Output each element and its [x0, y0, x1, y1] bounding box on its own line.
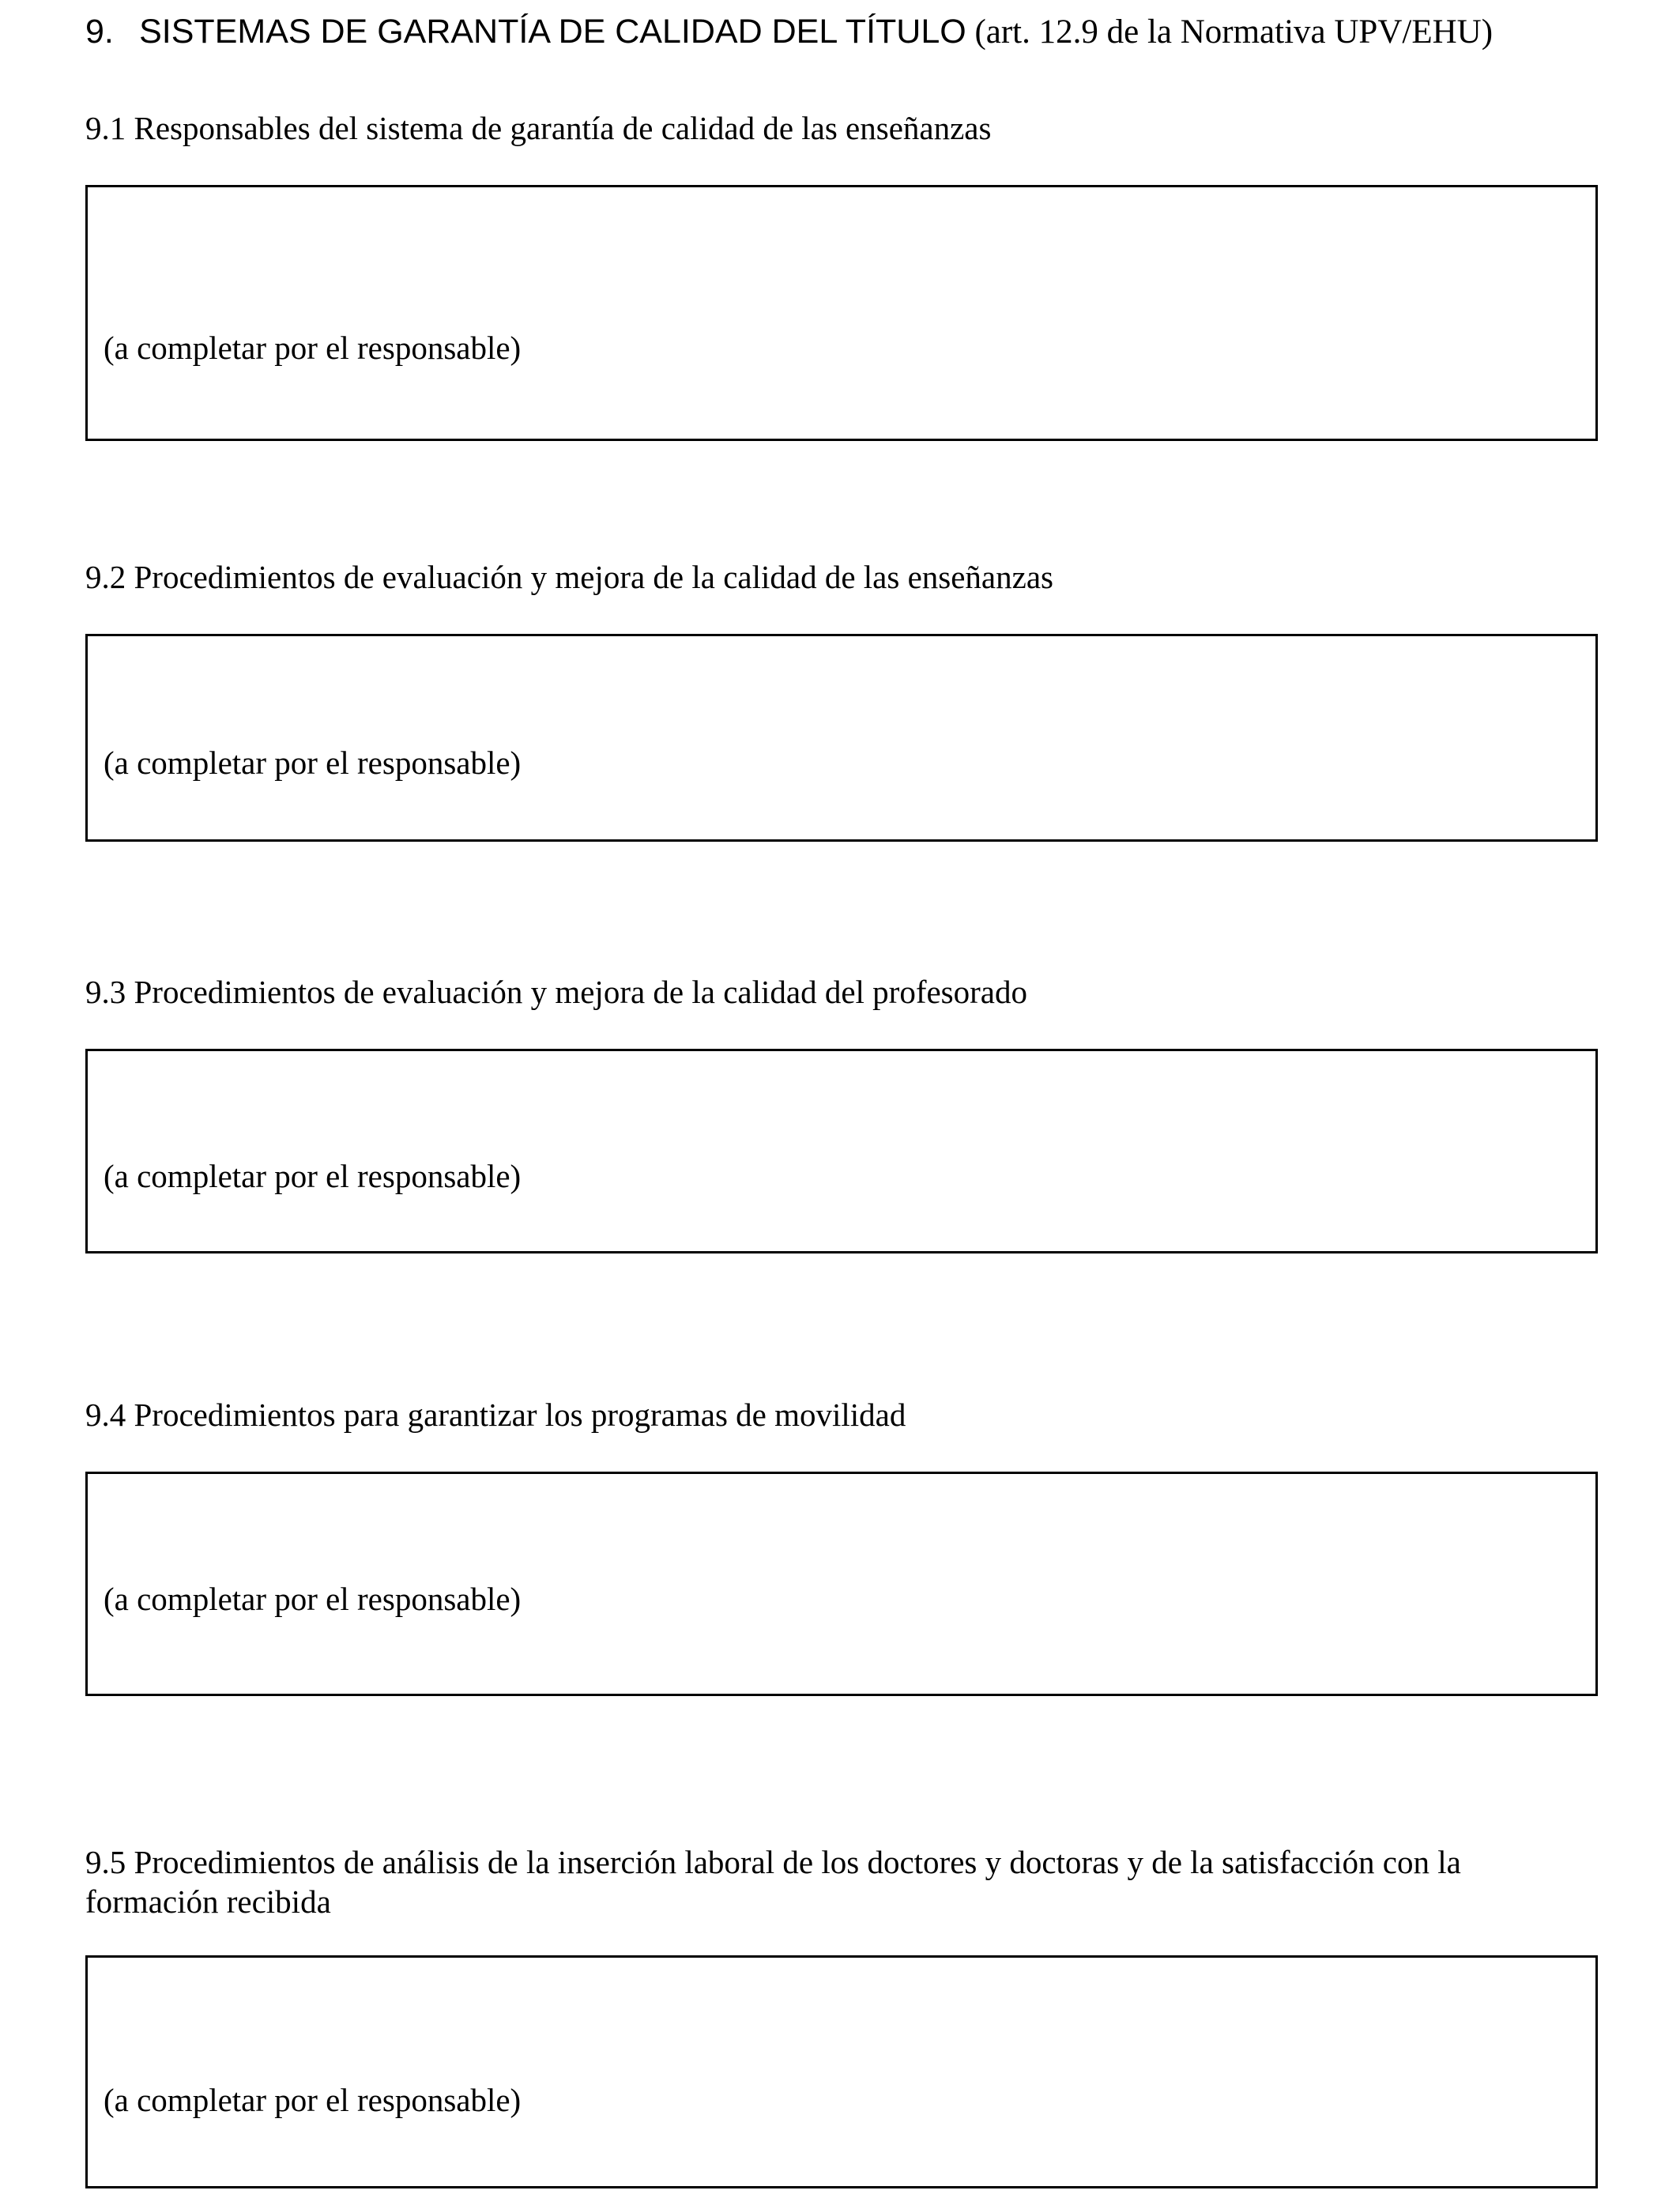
section-field-9-3[interactable] — [85, 1049, 1598, 1253]
section-field-9-1[interactable] — [85, 185, 1598, 441]
page-heading — [85, 8, 1493, 56]
section-field-9-2[interactable] — [85, 634, 1598, 842]
section-field-placeholder: (a completar por el responsable) — [104, 330, 522, 366]
section-field-9-4[interactable] — [85, 1472, 1598, 1696]
section-field-placeholder: (a completar por el responsable) — [104, 745, 522, 781]
section-title-9-1: 9.1 Responsables del sistema de garantía de calidad de las enseñanzas — [85, 110, 992, 146]
section-title-9-5: 9.5 Procedimientos de análisis de la inserción laboral de los doctores y doctoras y de la satisfacción con la formación recibida — [85, 1844, 1461, 1920]
heading-reference: (art. 12.9 de la Normativa UPV/EHU) — [974, 13, 1494, 51]
section-field-placeholder: (a completar por el responsable) — [104, 1158, 522, 1194]
heading-title: SISTEMAS DE GARANTÍA DE CALIDAD DEL TÍTULO — [139, 13, 966, 51]
section-field-9-5[interactable] — [85, 1955, 1598, 2188]
section-title-9-4: 9.4 Procedimientos para garantizar los programas de movilidad — [85, 1397, 906, 1433]
section-field-placeholder: (a completar por el responsable) — [104, 1581, 522, 1617]
section-title-9-2: 9.2 Procedimientos de evaluación y mejora de la calidad de las enseñanzas — [85, 559, 1053, 595]
section-field-placeholder: (a completar por el responsable) — [104, 2082, 522, 2118]
heading-number: 9. — [85, 13, 114, 51]
section-title-9-3: 9.3 Procedimientos de evaluación y mejora de la calidad del profesorado — [85, 974, 1027, 1010]
